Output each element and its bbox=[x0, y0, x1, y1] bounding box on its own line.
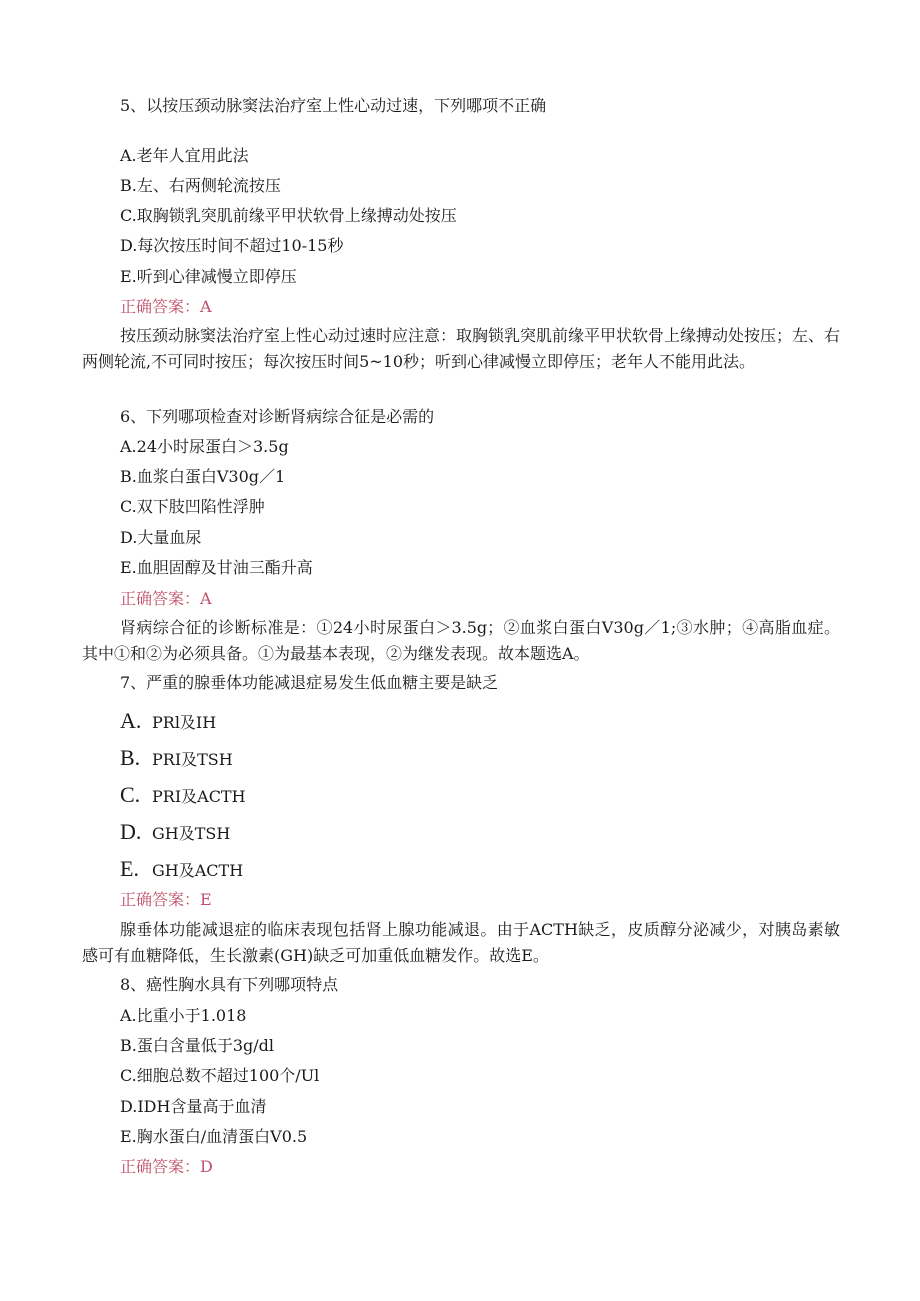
q7-option-b-letter: B. bbox=[120, 745, 141, 770]
q5-option-d: D.每次按压时间不超过10-15秒 bbox=[120, 236, 344, 255]
q7-option-c bbox=[120, 783, 246, 809]
q8-option-c: C.细胞总数不超过100个/Ul bbox=[120, 1066, 320, 1085]
q7-option-c-text: PRI及ACTH bbox=[152, 787, 246, 806]
q6-answer: 正确答案：A bbox=[120, 589, 212, 608]
q8-option-a: A.比重小于1.018 bbox=[120, 1006, 247, 1025]
q7-option-d-letter: D. bbox=[120, 819, 142, 844]
q6-stem: 6、下列哪项检查对诊断肾病综合征是必需的 bbox=[120, 407, 435, 426]
q8-option-d: D.IDH含量高于血清 bbox=[120, 1097, 267, 1116]
q8-stem: 8、癌性胸水具有下列哪项特点 bbox=[120, 975, 339, 994]
q5-option-c: C.取胸锁乳突肌前缘平甲状软骨上缘搏动处按压 bbox=[120, 206, 457, 225]
q7-option-d-text: GH及TSH bbox=[152, 824, 231, 843]
q6-explanation: 肾病综合征的诊断标准是：①24小时尿蛋白＞3.5g；②血浆白蛋白V30g／1;③水肿；④高脂血症。其中①和②为必须具备。①为最基本表现，②为继发表现。故本题选A。 bbox=[82, 618, 840, 663]
q5-explanation: 按压颈动脉窦法治疗室上性心动过速时应注意：取胸锁乳突肌前缘平甲状软骨上缘搏动处按压；左、右两侧轮流,不可同时按压；每次按压时间5~10秒；听到心律减慢立即停压；老年人不能用此法。 bbox=[82, 326, 841, 371]
q6-option-e: E.血胆固醇及甘油三酯升高 bbox=[120, 558, 313, 577]
q8-answer: 正确答案：D bbox=[120, 1157, 213, 1176]
q8-option-b: B.蛋白含量低于3g/dl bbox=[120, 1036, 275, 1055]
q7-option-b bbox=[120, 746, 233, 772]
q6-option-d: D.大量血尿 bbox=[120, 528, 202, 547]
q6-option-c: C.双下肢凹陷性浮肿 bbox=[120, 497, 265, 516]
q7-option-e-letter: E. bbox=[120, 856, 139, 881]
q7-option-a-text: PRl及IH bbox=[152, 713, 217, 732]
q7-stem: 7、严重的腺垂体功能减退症易发生低血糖主要是缺乏 bbox=[120, 673, 499, 692]
q5-option-a: A.老年人宜用此法 bbox=[120, 146, 249, 165]
q5-answer: 正确答案：A bbox=[120, 297, 212, 316]
q7-option-a bbox=[120, 709, 216, 735]
q7-option-e bbox=[120, 857, 243, 883]
q5-option-e: E.听到心律减慢立即停压 bbox=[120, 267, 297, 286]
q6-option-a: A.24小时尿蛋白＞3.5g bbox=[120, 437, 289, 456]
q7-option-c-letter: C. bbox=[120, 782, 141, 807]
q6-option-b: B.血浆白蛋白V30g／1 bbox=[120, 467, 286, 486]
q5-stem: 5、以按压颈动脉窦法治疗室上性心动过速，下列哪项不正确 bbox=[120, 96, 547, 115]
q5-option-b: B.左、右两侧轮流按压 bbox=[120, 176, 281, 195]
q7-option-a-letter: A. bbox=[120, 708, 142, 733]
q7-answer: 正确答案：E bbox=[120, 890, 212, 909]
q7-option-d bbox=[120, 820, 230, 846]
q8-option-e: E.胸水蛋白/血清蛋白V0.5 bbox=[120, 1127, 308, 1146]
q7-explanation: 腺垂体功能减退症的临床表现包括肾上腺功能减退。由于ACTH缺乏，皮质醇分泌减少，对胰岛素敏感可有血糖降低，生长激素(GH)缺乏可加重低血糖发作。故选E。 bbox=[82, 920, 840, 965]
q7-option-e-text: GH及ACTH bbox=[152, 861, 244, 880]
q7-option-b-text: PRI及TSH bbox=[152, 750, 233, 769]
